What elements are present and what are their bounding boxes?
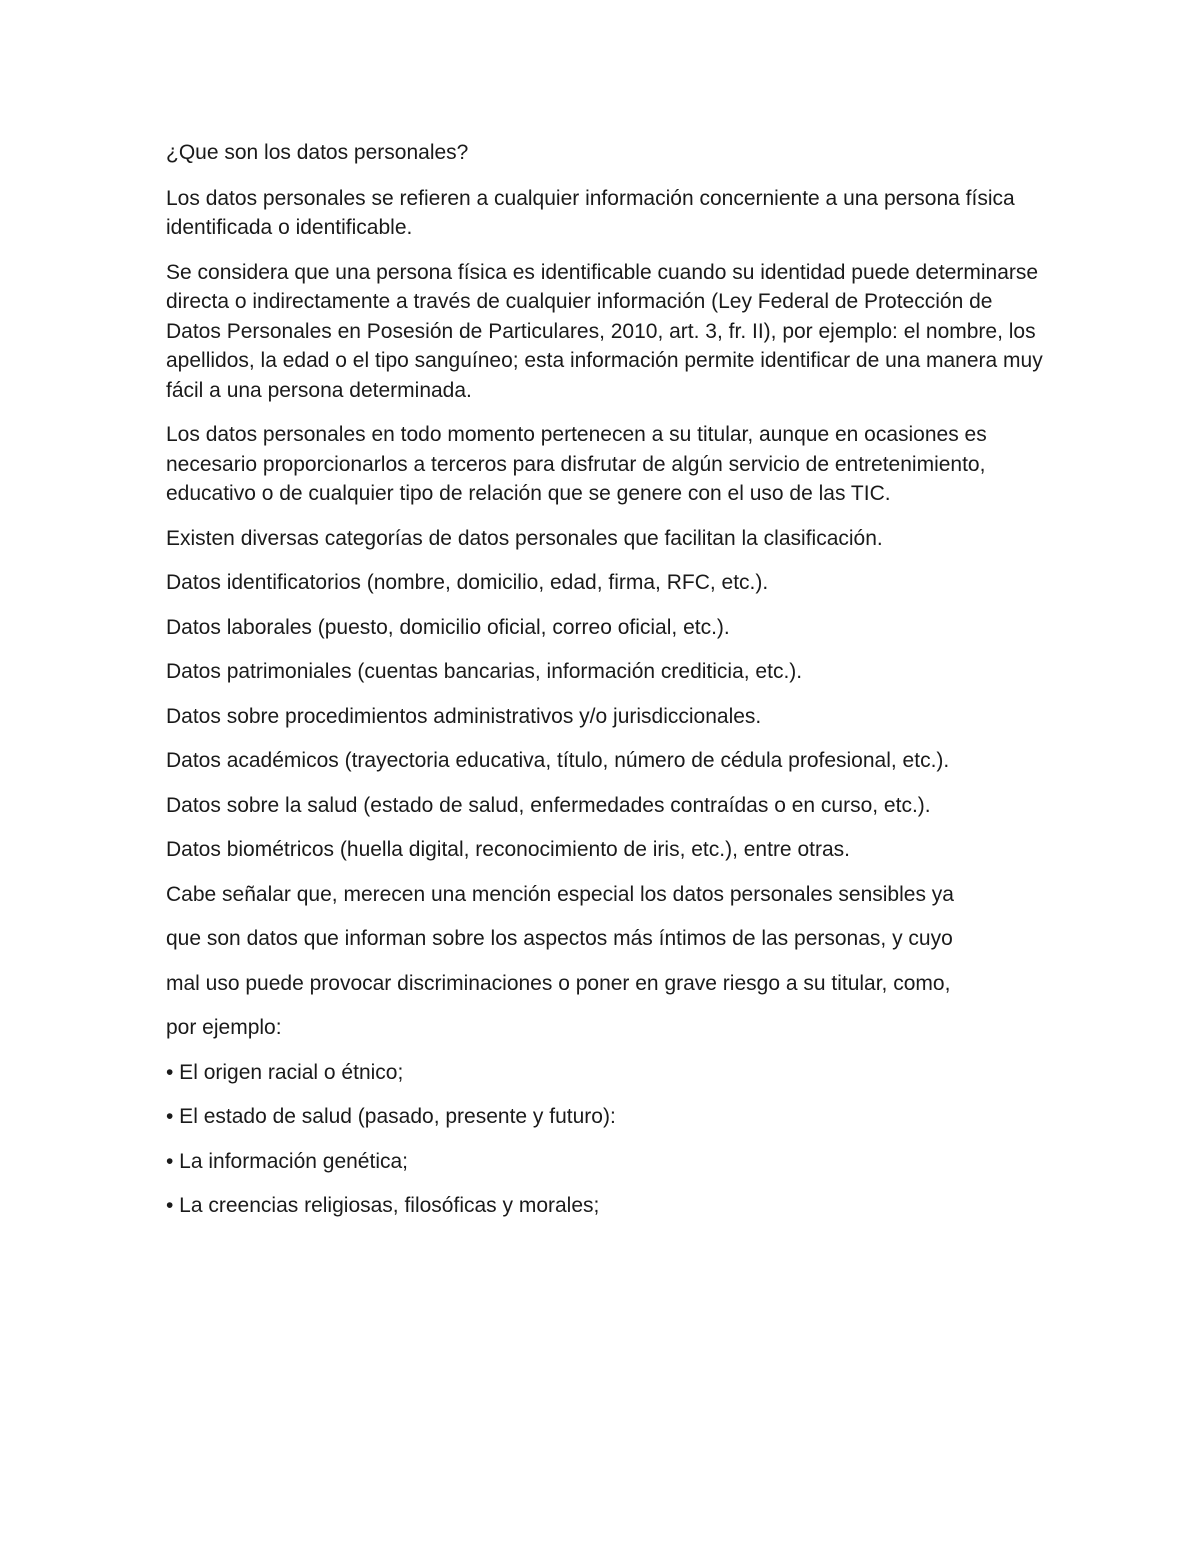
category-procedimientos: Datos sobre procedimientos administrativos y/o jurisdiccionales. (166, 704, 762, 728)
category-patrimoniales: Datos patrimoniales (cuentas bancarias, información crediticia, etc.). (166, 660, 803, 683)
paragraph-sensibles-3: mal uso puede provocar discriminaciones o poner en grave riesgo a su titular, como, (166, 971, 951, 995)
bullet-item-genetica: • La información genética; (166, 1149, 408, 1173)
category-salud: Datos sobre la salud (estado de salud, enfermedades contraídas o en curso, etc.). (166, 793, 931, 817)
paragraph-sensibles-1: Cabe señalar que, merecen una mención especial los datos personales sensibles ya (166, 882, 954, 906)
document-body (166, 138, 1046, 1236)
document-heading: ¿Que son los datos personales? (166, 141, 469, 164)
category-laborales: Datos laborales (puesto, domicilio oficial, correo oficial, etc.). (166, 615, 730, 639)
paragraph-sensibles-2: que son datos que informan sobre los aspectos más íntimos de las personas, y cuyo (166, 927, 953, 950)
paragraph-identifiable: Se considera que una persona física es identificable cuando su identidad puede determinarse directa o indirectamente a través de cualquier información (Ley Federal de Protección de Datos Personales en Posesión de Particulares, 2010, art. 3, fr. II), por ejemplo: el nombre, los apellidos, la edad o el tipo sanguíneo; esta información permite identificar de una manera muy fácil a una persona determinada. (166, 260, 1043, 402)
paragraph-categories-intro: Existen diversas categorías de datos personales que facilitan la clasificación. (166, 526, 883, 550)
bullet-item-creencias: • La creencias religiosas, filosóficas y morales; (166, 1194, 600, 1217)
bullet-item-origen: • El origen racial o étnico; (166, 1060, 404, 1084)
paragraph-ownership: Los datos personales en todo momento pertenecen a su titular, aunque en ocasiones es necesario proporcionarlos a terceros para disfrutar de algún servicio de entretenimiento, educativo o de cualquier tipo de relación que se genere con el uso de las TIC. (166, 423, 987, 505)
category-identificatorios: Datos identificatorios (nombre, domicilio, edad, firma, RFC, etc.). (166, 571, 769, 594)
category-biometricos: Datos biométricos (huella digital, reconocimiento de iris, etc.), entre otras. (166, 838, 850, 861)
paragraph-sensibles-4: por ejemplo: (166, 1016, 282, 1039)
category-academicos: Datos académicos (trayectoria educativa, título, número de cédula profesional, etc.). (166, 749, 950, 772)
bullet-item-salud: • El estado de salud (pasado, presente y futuro): (166, 1105, 616, 1128)
paragraph-definition: Los datos personales se refieren a cualquier información concerniente a una persona física identificada o identificable. (166, 186, 1015, 239)
